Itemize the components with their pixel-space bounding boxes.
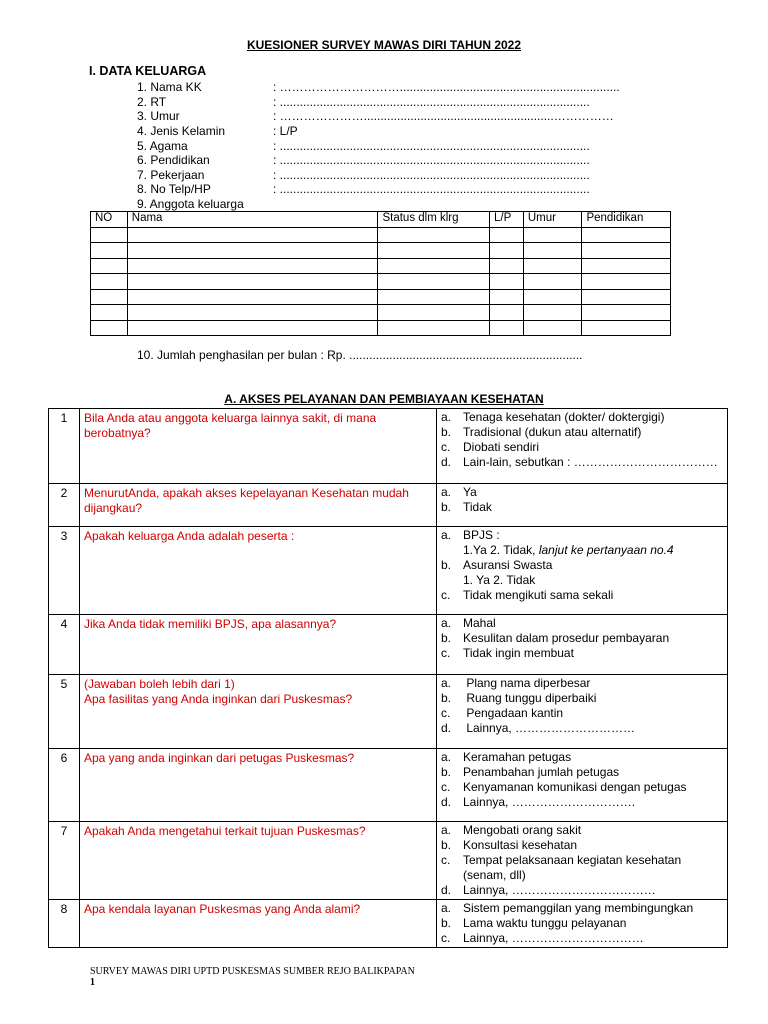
field-row: [137, 109, 614, 124]
family-members-table: [90, 211, 671, 336]
question-text: [80, 675, 437, 749]
option-key: d.: [441, 795, 452, 809]
question-row: [49, 527, 728, 615]
option-text: Kenyamanan komunikasi dengan petugas: [463, 780, 687, 794]
family-table-cell[interactable]: [91, 227, 128, 243]
option-key: b.: [441, 631, 452, 645]
question-prompt: Jika Anda tidak memiliki BPJS, apa alasannya?: [84, 617, 337, 631]
family-table-cell[interactable]: [127, 274, 378, 290]
question-number: 5: [49, 675, 80, 749]
answer-option[interactable]: [441, 853, 723, 868]
field-label: 4. Jenis Kelamin: [137, 124, 226, 138]
question-prompt: Apa yang anda inginkan dari petugas Puskesmas?: [84, 751, 355, 765]
family-table-header: Umur: [523, 212, 582, 228]
page-title: KUESIONER SURVEY MAWAS DIRI TAHUN 2022: [246, 38, 522, 52]
family-table-cell[interactable]: [582, 289, 671, 305]
question-row: [49, 900, 728, 948]
question-number: 7: [49, 822, 80, 900]
option-key: d.: [441, 455, 452, 469]
option-key: a.: [441, 676, 452, 690]
family-table-cell[interactable]: [91, 243, 128, 259]
suboption-instruction: lanjut ke pertanyaan no.4: [535, 543, 674, 557]
answer-option[interactable]: [441, 558, 723, 573]
family-table-row: [91, 320, 671, 336]
suboption-text: 1.Ya 2. Tidak,: [463, 543, 536, 557]
answer-option[interactable]: [441, 691, 723, 706]
answer-option[interactable]: [441, 485, 723, 500]
option-text: Konsultasi kesehatan: [463, 838, 578, 852]
option-key: d.: [441, 721, 452, 735]
income-field[interactable]: 10. Jumlah penghasilan per bulan : Rp. ......................................................................: [137, 348, 583, 362]
field-value[interactable]: : L/P: [273, 124, 298, 138]
option-text: Penambahan jumlah petugas: [463, 765, 620, 779]
option-text: (senam, dll): [463, 868, 526, 882]
question-row: [49, 484, 728, 527]
option-key: a.: [441, 901, 452, 915]
option-key: c.: [441, 931, 451, 945]
option-key: c.: [441, 853, 451, 867]
option-key: b.: [441, 500, 452, 514]
option-key: c.: [441, 440, 451, 454]
question-row: [49, 749, 728, 822]
answer-option[interactable]: [441, 528, 723, 543]
section-heading-data-keluarga: I. DATA KELUARGA: [89, 64, 207, 78]
option-key: b.: [441, 765, 452, 779]
question-note: (Jawaban boleh lebih dari 1): [84, 677, 235, 691]
question-text: [80, 822, 437, 900]
option-text: Tenaga kesehatan (dokter/ doktergigi): [463, 410, 665, 424]
field-value[interactable]: : .............................................................................................: [273, 168, 590, 182]
field-value[interactable]: : .............................................................................................: [273, 95, 590, 109]
option-text: Kesulitan dalam prosedur pembayaran: [463, 631, 670, 645]
option-key: c.: [441, 588, 451, 602]
field-row: [137, 168, 590, 183]
family-table-row: [91, 274, 671, 290]
question-number: 8: [49, 900, 80, 948]
family-table-cell[interactable]: [91, 320, 128, 336]
option-text: Lainnya, ………………………………: [463, 883, 656, 897]
field-label: 2. RT: [137, 95, 167, 109]
option-text: Tempat pelaksanaan kegiatan kesehatan: [463, 853, 682, 867]
family-table-cell[interactable]: [127, 305, 378, 321]
family-table-cell[interactable]: [490, 227, 524, 243]
question-text: [80, 749, 437, 822]
option-key: b.: [441, 691, 452, 705]
answer-option[interactable]: [441, 676, 723, 691]
family-table-cell[interactable]: [490, 289, 524, 305]
option-text: Tidak: [463, 500, 492, 514]
option-key: a.: [441, 823, 452, 837]
family-table-row: [91, 305, 671, 321]
answer-option[interactable]: [441, 931, 723, 946]
option-suboptions[interactable]: [441, 543, 723, 558]
questions-table: [48, 408, 728, 948]
field-label: 1. Nama KK: [137, 80, 202, 94]
family-table-cell[interactable]: [127, 320, 378, 336]
family-table-cell[interactable]: [523, 289, 582, 305]
answer-option[interactable]: [441, 500, 723, 515]
field-label: 8. No Telp/HP: [137, 182, 211, 196]
answer-option[interactable]: [441, 750, 723, 765]
option-key: c.: [441, 780, 451, 794]
family-table-cell[interactable]: [490, 258, 524, 274]
family-table-cell[interactable]: [582, 227, 671, 243]
answer-option[interactable]: [441, 868, 723, 883]
family-table-row: [91, 227, 671, 243]
option-key: a.: [441, 485, 452, 499]
field-label: 6. Pendidikan: [137, 153, 210, 167]
option-text: Mahal: [463, 616, 496, 630]
family-table-header: Status dlm klrg: [378, 212, 490, 228]
answer-option[interactable]: [441, 410, 723, 425]
answer-options: [437, 527, 728, 615]
option-text: Sistem pemanggilan yang membingungkan: [463, 901, 694, 915]
option-text: Tradisional (dukun atau alternatif): [463, 425, 642, 439]
family-table-cell[interactable]: [582, 274, 671, 290]
question-number: 3: [49, 527, 80, 615]
family-table-header: L/P: [490, 212, 524, 228]
question-prompt: Apa kendala layanan Puskesmas yang Anda alami?: [84, 902, 361, 916]
family-table-row: [91, 289, 671, 305]
option-text: BPJS :: [463, 528, 500, 542]
family-table-cell[interactable]: [378, 320, 490, 336]
family-table-cell[interactable]: [378, 305, 490, 321]
answer-options: [437, 749, 728, 822]
family-table-cell[interactable]: [523, 258, 582, 274]
family-table-cell[interactable]: [127, 243, 378, 259]
option-key: c.: [441, 646, 451, 660]
answer-options: [437, 484, 728, 527]
answer-option[interactable]: [441, 616, 723, 631]
option-text: Lainnya, …………………………: [463, 721, 636, 735]
field-value[interactable]: : …………………………..................................................................: [273, 80, 620, 94]
family-table-cell[interactable]: [378, 227, 490, 243]
answer-option[interactable]: [441, 780, 723, 795]
answer-option[interactable]: [441, 721, 723, 736]
field-label: 3. Umur: [137, 109, 180, 123]
option-text: Tidak ingin membuat: [463, 646, 574, 660]
family-table-header: Nama: [127, 212, 378, 228]
field-value[interactable]: : .............................................................................................: [273, 182, 590, 196]
family-table-cell[interactable]: [523, 274, 582, 290]
option-key: b.: [441, 838, 452, 852]
question-text: [80, 900, 437, 948]
field-row: [137, 139, 590, 154]
field-row: [137, 80, 620, 95]
option-key: a.: [441, 410, 452, 424]
field-row: [137, 197, 273, 212]
family-table-cell[interactable]: [91, 258, 128, 274]
family-table-header: NO: [91, 212, 128, 228]
page-number: 1: [90, 977, 95, 988]
field-value[interactable]: : .............................................................................................: [273, 153, 590, 167]
option-text: Lainnya, ………………………….: [463, 795, 636, 809]
footer-text: SURVEY MAWAS DIRI UPTD PUSKESMAS SUMBER REJO BALIKPAPAN: [90, 966, 415, 977]
family-table-cell[interactable]: [523, 305, 582, 321]
answer-option[interactable]: [441, 916, 723, 931]
family-table-cell[interactable]: [523, 320, 582, 336]
option-text: Asuransi Swasta: [463, 558, 553, 572]
question-row: [49, 675, 728, 749]
option-text: Keramahan petugas: [463, 750, 572, 764]
answer-option[interactable]: [441, 631, 723, 646]
family-table-row: [91, 243, 671, 259]
question-number: 2: [49, 484, 80, 527]
question-row: [49, 409, 728, 484]
option-text: Plang nama diperbesar: [463, 676, 591, 690]
field-row: [137, 153, 590, 168]
family-table-cell[interactable]: [523, 243, 582, 259]
family-table-cell[interactable]: [378, 243, 490, 259]
option-key: a.: [441, 750, 452, 764]
option-suboptions[interactable]: 1. Ya 2. Tidak: [463, 573, 536, 587]
family-table-cell[interactable]: [127, 289, 378, 305]
family-table-cell[interactable]: [127, 227, 378, 243]
field-value[interactable]: : .............................................................................................: [273, 139, 590, 153]
question-text: [80, 527, 437, 615]
option-text: Lainnya, ……………………………: [463, 931, 644, 945]
answer-option[interactable]: [441, 795, 723, 810]
question-prompt: Bila Anda atau anggota keluarga lainnya sakit, di mana berobatnya?: [84, 411, 377, 440]
answer-option[interactable]: [441, 455, 723, 470]
option-text: Ya: [463, 485, 477, 499]
answer-option[interactable]: [441, 838, 723, 853]
question-text: [80, 484, 437, 527]
family-table-cell[interactable]: [582, 258, 671, 274]
option-text: Ruang tunggu diperbaiki: [463, 691, 597, 705]
family-table-cell[interactable]: [91, 289, 128, 305]
answer-option[interactable]: [441, 883, 723, 898]
option-text: Lama waktu tunggu pelayanan: [463, 916, 627, 930]
field-label: 9. Anggota keluarga: [137, 197, 244, 211]
family-table-cell[interactable]: [378, 289, 490, 305]
answer-options: [437, 822, 728, 900]
answer-option[interactable]: [441, 440, 723, 455]
family-table-cell[interactable]: [490, 305, 524, 321]
family-table-header: Pendidikan: [582, 212, 671, 228]
family-table-cell[interactable]: [523, 227, 582, 243]
answer-options: [437, 675, 728, 749]
family-table-cell[interactable]: [378, 274, 490, 290]
family-table-cell[interactable]: [582, 320, 671, 336]
option-text: Diobati sendiri: [463, 440, 540, 454]
family-table-cell[interactable]: [378, 258, 490, 274]
question-number: 6: [49, 749, 80, 822]
question-text: [80, 409, 437, 484]
answer-option[interactable]: [441, 588, 723, 603]
field-value[interactable]: : ………………….........................................................……………: [273, 109, 614, 123]
option-key: b.: [441, 425, 452, 439]
option-key: a.: [441, 616, 452, 630]
option-key: a.: [441, 528, 452, 542]
option-text: Tidak mengikuti sama sekali: [463, 588, 614, 602]
question-number: 4: [49, 615, 80, 675]
field-row: [137, 124, 298, 139]
field-row: [137, 95, 590, 110]
option-key: d.: [441, 883, 452, 897]
section-heading-akses: A. AKSES PELAYANAN DAN PEMBIAYAAN KESEHATAN: [224, 392, 544, 406]
answer-option[interactable]: [441, 901, 723, 916]
question-prompt: Apa fasilitas yang Anda inginkan dari Puskesmas?: [84, 692, 353, 706]
question-prompt: MenurutAnda, apakah akses kepelayanan Kesehatan mudah dijangkau?: [84, 486, 409, 515]
option-key: c.: [441, 706, 451, 720]
family-table-cell[interactable]: [127, 258, 378, 274]
answer-option[interactable]: [441, 823, 723, 838]
family-table-cell[interactable]: [582, 243, 671, 259]
family-table-row: [91, 258, 671, 274]
family-table-cell[interactable]: [91, 274, 128, 290]
answer-options: [437, 615, 728, 675]
option-text: Pengadaan kantin: [463, 706, 564, 720]
question-prompt: Apakah keluarga Anda adalah peserta :: [84, 529, 295, 543]
question-row: [49, 822, 728, 900]
option-key: b.: [441, 916, 452, 930]
family-table-cell[interactable]: [490, 243, 524, 259]
family-table-cell[interactable]: [91, 305, 128, 321]
question-text: [80, 615, 437, 675]
option-text: Lain-lain, sebutkan : ………………………………: [463, 455, 718, 469]
answer-option[interactable]: [441, 706, 723, 721]
answer-option[interactable]: [441, 646, 723, 661]
question-prompt: Apakah Anda mengetahui terkait tujuan Puskesmas?: [84, 824, 366, 838]
option-text: Mengobati orang sakit: [463, 823, 582, 837]
answer-option[interactable]: [441, 765, 723, 780]
field-row: [137, 182, 590, 197]
question-row: [49, 615, 728, 675]
question-number: 1: [49, 409, 80, 484]
field-label: 7. Pekerjaan: [137, 168, 205, 182]
family-table-cell[interactable]: [582, 305, 671, 321]
family-table-cell[interactable]: [490, 320, 524, 336]
option-key: b.: [441, 558, 452, 572]
field-label: 5. Agama: [137, 139, 188, 153]
answer-options: [437, 900, 728, 948]
answer-option[interactable]: [441, 425, 723, 440]
answer-options: [437, 409, 728, 484]
family-table-cell[interactable]: [490, 274, 524, 290]
